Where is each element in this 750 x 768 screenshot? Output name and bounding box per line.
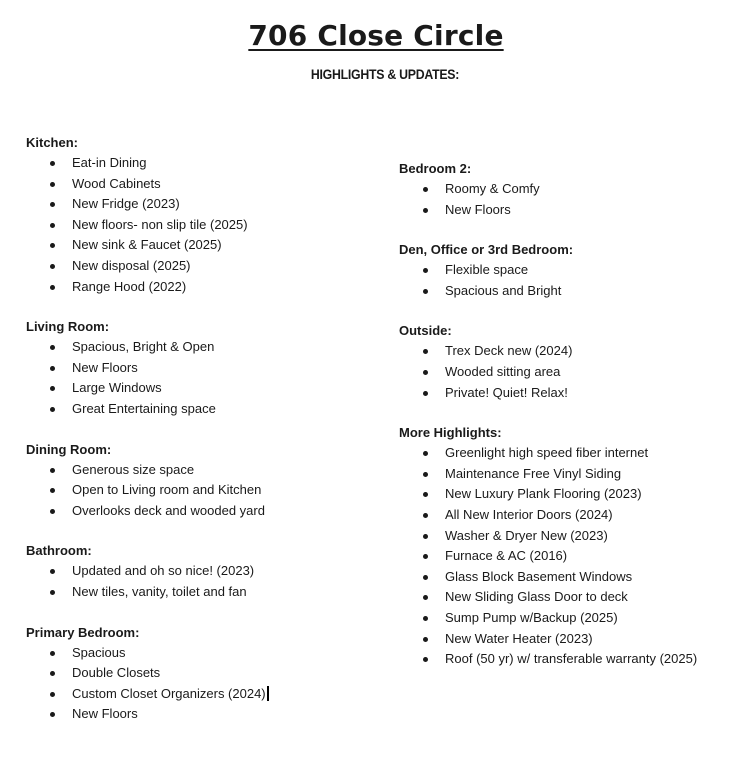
list-item-text: Great Entertaining space bbox=[72, 400, 216, 416]
list-item bbox=[399, 464, 739, 485]
bullet-list bbox=[26, 561, 366, 602]
list-item-text: Roomy & Comfy bbox=[445, 181, 540, 196]
list-item bbox=[399, 567, 739, 588]
bullet-icon bbox=[423, 268, 428, 273]
list-item bbox=[26, 235, 366, 256]
list-item-text: Double Closets bbox=[72, 665, 161, 681]
bullet-icon bbox=[50, 161, 55, 166]
list-item-text: Roof (50 yr) w/ transferable warranty (2025) bbox=[445, 651, 698, 667]
list-item-text: New Floors bbox=[72, 706, 138, 722]
bullet-icon bbox=[423, 289, 428, 294]
bullet-icon bbox=[50, 590, 55, 595]
list-item-text: Wood Cabinets bbox=[72, 175, 161, 191]
list-item bbox=[399, 608, 739, 629]
list-item bbox=[399, 443, 739, 464]
list-item-text: Trex Deck new (2024) bbox=[445, 343, 573, 359]
bullet-list bbox=[399, 341, 739, 403]
section-den-office-or-3rd-bedroom bbox=[399, 240, 739, 301]
list-item bbox=[399, 179, 739, 200]
list-item-text: Overlooks deck and wooded yard bbox=[72, 502, 265, 518]
list-item-text: New Floors bbox=[72, 359, 138, 375]
list-item-text: Spacious and Bright bbox=[445, 282, 562, 298]
list-item bbox=[399, 526, 739, 547]
bullet-list bbox=[26, 337, 366, 419]
list-item-text: Furnace & AC (2016) bbox=[445, 548, 568, 564]
right-column bbox=[399, 159, 739, 670]
bullet-icon bbox=[50, 243, 55, 248]
bullet-icon bbox=[50, 366, 55, 371]
bullet-icon bbox=[423, 187, 428, 192]
section-living-room bbox=[26, 317, 366, 419]
list-item-text: Private! Quiet! Relax! bbox=[445, 384, 568, 400]
bullet-icon bbox=[423, 472, 428, 477]
bullet-icon bbox=[50, 264, 55, 269]
list-item bbox=[399, 260, 739, 281]
bullet-list bbox=[399, 260, 739, 301]
bullet-icon bbox=[50, 407, 55, 412]
section-heading: Den, Office or 3rd Bedroom: bbox=[399, 242, 574, 258]
list-item-text: Spacious bbox=[72, 644, 126, 660]
list-item bbox=[399, 281, 739, 302]
bullet-icon bbox=[50, 468, 55, 473]
list-item-text: Generous size space bbox=[72, 461, 195, 477]
list-item bbox=[399, 383, 739, 404]
list-item-text: Custom Closet Organizers (2024) bbox=[72, 685, 266, 701]
list-item bbox=[26, 480, 366, 501]
section-outside bbox=[399, 321, 739, 403]
list-item-text: Sump Pump w/Backup (2025) bbox=[445, 609, 618, 625]
bullet-icon bbox=[50, 712, 55, 717]
list-item bbox=[399, 649, 739, 670]
bullet-icon bbox=[50, 345, 55, 350]
list-item-text: Washer & Dryer New (2023) bbox=[445, 527, 608, 543]
list-item-text: New tiles, vanity, toilet and fan bbox=[72, 583, 247, 599]
bullet-icon bbox=[423, 391, 428, 396]
bullet-icon bbox=[423, 513, 428, 518]
list-item bbox=[26, 215, 366, 236]
section-kitchen bbox=[26, 133, 366, 297]
list-item bbox=[26, 174, 366, 195]
list-item bbox=[26, 337, 366, 358]
list-item bbox=[26, 256, 366, 277]
document-title bbox=[0, 16, 750, 56]
list-item bbox=[26, 194, 366, 215]
bullet-list bbox=[26, 460, 366, 522]
bullet-icon bbox=[423, 657, 428, 662]
list-item bbox=[26, 399, 366, 420]
bullet-icon bbox=[50, 509, 55, 514]
list-item bbox=[399, 484, 739, 505]
list-item bbox=[26, 358, 366, 379]
section-more-highlights bbox=[399, 423, 739, 670]
document-title-text: 706 Close Circle bbox=[248, 19, 504, 52]
list-item-text: Eat-in Dining bbox=[72, 155, 147, 170]
list-item bbox=[26, 501, 366, 522]
list-item-text: Greenlight high speed fiber internet bbox=[445, 445, 649, 461]
list-item-text: Spacious, Bright & Open bbox=[72, 339, 215, 355]
bullet-icon bbox=[423, 208, 428, 213]
list-item bbox=[399, 505, 739, 526]
section-heading: Bathroom: bbox=[26, 543, 92, 559]
list-item-text: Maintenance Free Vinyl Siding bbox=[445, 465, 622, 481]
bullet-list bbox=[399, 179, 739, 220]
bullet-icon bbox=[423, 616, 428, 621]
list-item bbox=[26, 663, 366, 684]
list-item bbox=[26, 582, 366, 603]
section-heading: Outside: bbox=[399, 323, 452, 339]
list-item bbox=[399, 362, 739, 383]
text-cursor bbox=[267, 686, 269, 701]
list-item-text: New Floors bbox=[445, 201, 511, 217]
bullet-icon bbox=[50, 223, 55, 228]
bullet-list bbox=[26, 643, 366, 725]
bullet-icon bbox=[423, 637, 428, 642]
bullet-icon bbox=[423, 451, 428, 456]
section-heading: Primary Bedroom: bbox=[26, 624, 140, 640]
section-dining-room bbox=[26, 440, 366, 522]
list-item bbox=[399, 587, 739, 608]
bullet-icon bbox=[50, 488, 55, 493]
section-heading: Bedroom 2: bbox=[399, 161, 472, 176]
section-primary-bedroom bbox=[26, 623, 366, 725]
list-item-text: Flexible space bbox=[445, 262, 529, 278]
list-item bbox=[26, 378, 366, 399]
list-item bbox=[26, 684, 366, 705]
section-heading: Dining Room: bbox=[26, 441, 112, 457]
document-subtitle: HIGHLIGHTS & UPDATES: bbox=[310, 66, 460, 82]
list-item bbox=[26, 561, 366, 582]
section-bathroom bbox=[26, 541, 366, 602]
list-item-text: New Sliding Glass Door to deck bbox=[445, 589, 628, 605]
bullet-list bbox=[26, 153, 366, 297]
bullet-icon bbox=[423, 554, 428, 559]
bullet-icon bbox=[50, 671, 55, 676]
bullet-icon bbox=[50, 182, 55, 187]
list-item bbox=[26, 704, 366, 725]
bullet-icon bbox=[50, 386, 55, 391]
bullet-icon bbox=[423, 370, 428, 375]
bullet-icon bbox=[423, 349, 428, 354]
bullet-icon bbox=[50, 569, 55, 574]
bullet-icon bbox=[50, 692, 55, 697]
list-item bbox=[26, 460, 366, 481]
list-item-text: Updated and oh so nice! (2023) bbox=[72, 563, 255, 579]
list-item bbox=[26, 277, 366, 298]
list-item-text: New disposal (2025) bbox=[72, 257, 191, 273]
list-item-text: Large Windows bbox=[72, 380, 162, 396]
bullet-icon bbox=[423, 534, 428, 539]
list-item-text: New Fridge (2023) bbox=[72, 196, 180, 212]
list-item-text: New sink & Faucet (2025) bbox=[72, 237, 222, 253]
list-item bbox=[26, 643, 366, 664]
bullet-icon bbox=[50, 202, 55, 207]
list-item bbox=[26, 153, 366, 174]
list-item-text: Open to Living room and Kitchen bbox=[72, 482, 262, 498]
list-item-text: Glass Block Basement Windows bbox=[445, 568, 633, 584]
section-bedroom-2 bbox=[399, 159, 739, 220]
bullet-list bbox=[399, 443, 739, 670]
section-heading: More Highlights: bbox=[399, 425, 502, 441]
section-heading: Kitchen: bbox=[26, 135, 78, 150]
list-item-text: New floors- non slip tile (2025) bbox=[72, 216, 248, 232]
bullet-icon bbox=[423, 492, 428, 497]
list-item bbox=[399, 200, 739, 221]
bullet-icon bbox=[423, 595, 428, 600]
list-item-text: Range Hood (2022) bbox=[72, 278, 187, 294]
list-item-text: All New Interior Doors (2024) bbox=[445, 506, 613, 522]
bullet-icon bbox=[50, 285, 55, 290]
list-item bbox=[399, 341, 739, 362]
left-column bbox=[26, 133, 366, 725]
bullet-icon bbox=[423, 575, 428, 580]
bullet-icon bbox=[50, 651, 55, 656]
list-item bbox=[399, 629, 739, 650]
list-item-text: New Luxury Plank Flooring (2023) bbox=[445, 486, 642, 502]
list-item-text: New Water Heater (2023) bbox=[445, 630, 593, 646]
section-heading: Living Room: bbox=[26, 319, 110, 335]
list-item-text: Wooded sitting area bbox=[445, 363, 561, 379]
list-item bbox=[399, 546, 739, 567]
